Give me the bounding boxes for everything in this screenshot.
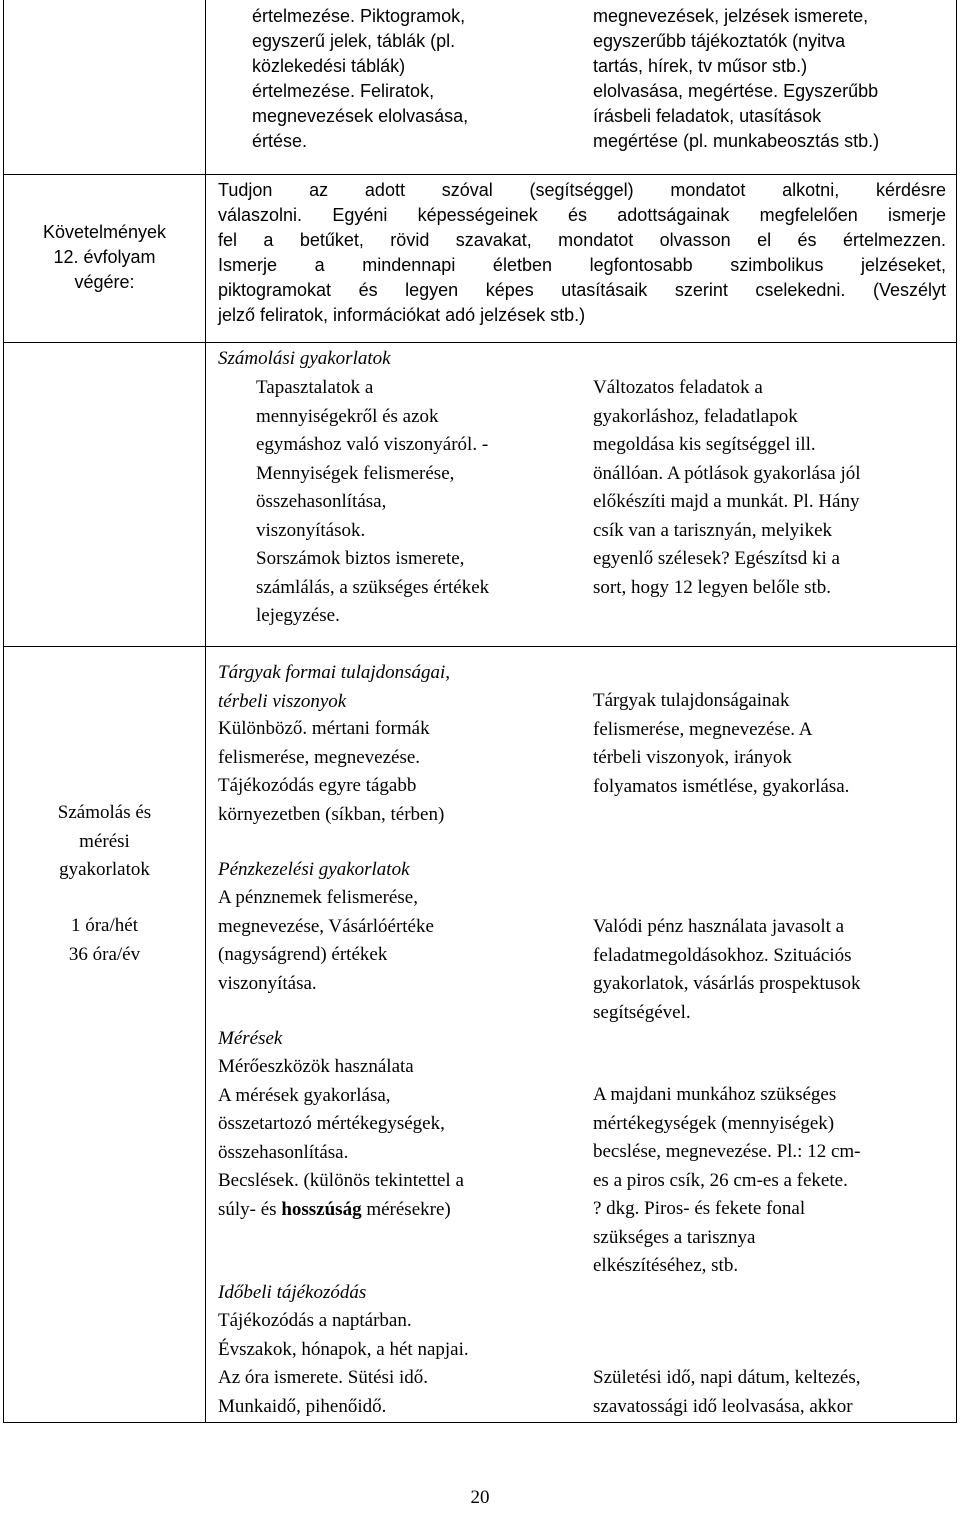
shapes-heading xyxy=(218,659,450,716)
text-line: feladatmegoldásokhoz. Szituációs xyxy=(593,944,852,966)
text-fragment: súly- és xyxy=(218,1198,282,1220)
text-line: válaszolni. Egyéni képességeinek és adottságainak megfelelően ismerje xyxy=(218,205,946,225)
heading-line: térbeli viszonyok xyxy=(218,690,347,712)
text-line: Sorszámok biztos ismerete, xyxy=(256,548,465,569)
text-line: Mennyiségek felismerése, xyxy=(256,462,455,484)
text-line: mennyiségekről és azok xyxy=(256,405,439,427)
text-line: segítségével. xyxy=(593,1001,691,1023)
text-line: viszonyítása. xyxy=(218,972,317,994)
measure-left-text xyxy=(218,1053,464,1224)
table-row-divider-subject xyxy=(3,646,957,647)
text-line: összetartozó mértékegységek, xyxy=(218,1113,445,1134)
text-line: Az óra ismerete. Sütési idő. xyxy=(218,1367,429,1388)
top-left-text xyxy=(252,4,468,154)
time-left-text xyxy=(218,1307,469,1421)
text-line: közlekedési táblák) xyxy=(252,56,406,76)
table-column-divider xyxy=(205,0,206,1423)
text-line: Változatos feladatok a xyxy=(593,377,763,398)
text-line: összehasonlítása. xyxy=(218,1141,349,1163)
text-line: Tárgyak tulajdonságainak xyxy=(593,690,790,711)
label-line: Számolás és xyxy=(57,802,152,823)
subject-label xyxy=(4,799,205,885)
text-line: megnevezések elolvasása, xyxy=(252,106,469,126)
text-line: Ismerje a mindennapi életben legfontosabb szimbolikus jelzéseket, xyxy=(218,255,946,275)
time-heading: Időbeli tájékozódás xyxy=(218,1282,367,1303)
text-line: Évszakok, hónapok, a hét napjai. xyxy=(218,1338,469,1360)
text-line: egyszerű jelek, táblák (pl. xyxy=(252,31,456,51)
text-line: egyszerűbb tájékoztatók (nyitva xyxy=(593,31,846,51)
text-line: es a piros csík, 26 cm-es a fekete. xyxy=(593,1169,848,1191)
text-line: elolvasása, megértése. Egyszerűbb xyxy=(593,81,879,101)
text-line xyxy=(218,1196,464,1225)
text-line: írásbeli feladatok, utasítások xyxy=(593,106,822,126)
label-line: Követelmények xyxy=(42,222,167,242)
text-line: tartás, hírek, tv műsor stb.) xyxy=(593,56,808,76)
time-right-text xyxy=(593,1364,861,1421)
text-line: egyenlő szélesek? Egészítsd ki a xyxy=(593,548,840,569)
text-line: Tájékozódás egyre tágabb xyxy=(218,775,417,796)
money-right-text xyxy=(593,913,861,1027)
text-line: A pénznemek felismerése, xyxy=(218,887,418,908)
shapes-right-text xyxy=(593,687,849,801)
label-line: 12. évfolyam xyxy=(53,247,156,267)
counting-right-text xyxy=(593,374,861,602)
text-line: Különböző. mértani formák xyxy=(218,718,430,739)
label-line: végére: xyxy=(74,272,135,292)
text-line: szükséges a tarisznya xyxy=(593,1226,756,1248)
counting-heading: Számolási gyakorlatok xyxy=(218,348,391,369)
shapes-left-text xyxy=(218,715,444,829)
requirements-text xyxy=(218,178,946,328)
text-line: megnevezések, jelzések ismerete, xyxy=(593,6,869,26)
text-line: gyakorláshoz, feladatlapok xyxy=(593,405,798,427)
text-line: egymáshoz való viszonyáról. - xyxy=(256,434,489,455)
top-right-text xyxy=(593,4,879,154)
text-line: értelmezése. Piktogramok, xyxy=(252,6,466,26)
page-number: 20 xyxy=(470,1487,490,1508)
text-line: önállóan. A pótlások gyakorlása jól xyxy=(593,462,861,484)
text-line: Becslések. (különös tekintettel a xyxy=(218,1170,464,1191)
text-line: A mérések gyakorlása, xyxy=(218,1084,391,1106)
text-line: térbeli viszonyok, irányok xyxy=(593,747,792,768)
text-line: felismerése, megnevezése. xyxy=(218,746,421,768)
measure-right-text xyxy=(593,1081,860,1281)
text-line: piktogramokat és legyen képes utasításaik szerint cselekedni. (Veszélyt xyxy=(218,280,946,300)
text-line: (nagyságrend) értékek xyxy=(218,944,388,965)
text-line: folyamatos ismétlése, gyakorlása. xyxy=(593,775,850,797)
text-line: számlálás, a szükséges értékek xyxy=(256,576,490,598)
text-line: előkészíti majd a munkát. Pl. Hány xyxy=(593,491,860,512)
text-line: Tudjon az adott szóval (segítséggel) mondatot alkotni, kérdésre xyxy=(218,180,946,200)
text-line: értése. xyxy=(252,131,308,151)
text-line: értelmezése. Feliratok, xyxy=(252,81,435,101)
subject-hours xyxy=(4,912,205,969)
requirements-label xyxy=(4,220,205,295)
table-row-divider-top xyxy=(3,174,957,175)
hours-line: 1 óra/hét xyxy=(70,915,138,936)
text-line: felismerése, megnevezése. A xyxy=(593,718,813,740)
table-row-divider-middle xyxy=(3,342,957,343)
text-line: Valódi pénz használata javasolt a xyxy=(593,916,845,937)
bold-term: hosszúság xyxy=(281,1198,362,1220)
text-line: viszonyítások. xyxy=(256,519,366,541)
text-line: mértékegységek (mennyiségek) xyxy=(593,1112,835,1134)
text-line: összehasonlítása, xyxy=(256,491,387,512)
text-line: Mérőeszközök használata xyxy=(218,1056,414,1077)
label-line: gyakorlatok xyxy=(59,859,150,880)
text-fragment: mérésekre) xyxy=(361,1198,451,1220)
text-line: Születési idő, napi dátum, keltezés, xyxy=(593,1367,861,1388)
text-line: lejegyzése. xyxy=(256,605,340,626)
text-line: megoldása kis segítséggel ill. xyxy=(593,434,816,455)
heading-line: Tárgyak formai tulajdonságai, xyxy=(218,662,451,683)
text-line: sort, hogy 12 legyen belőle stb. xyxy=(593,576,831,598)
text-line: jelző feliratok, információkat adó jelzések stb.) xyxy=(218,305,586,325)
table-border-left xyxy=(3,0,4,1423)
table-border-bottom xyxy=(3,1422,957,1423)
text-line: gyakorlatok, vásárlás prospektusok xyxy=(593,973,861,994)
counting-left-text xyxy=(256,374,489,631)
text-line: elkészítéséhez, stb. xyxy=(593,1255,739,1276)
text-line: fel a betűket, rövid szavakat, mondatot olvasson el és értelmezzen. xyxy=(218,230,946,250)
label-line: mérési xyxy=(79,830,130,852)
hours-line: 36 óra/év xyxy=(68,943,141,965)
text-line: becslése, megnevezése. Pl.: 12 cm- xyxy=(593,1141,861,1162)
text-line: ? dkg. Piros- és fekete fonal xyxy=(593,1198,806,1219)
money-heading: Pénzkezelési gyakorlatok xyxy=(218,859,410,880)
text-line: környezetben (síkban, térben) xyxy=(218,803,445,825)
text-line: Munkaidő, pihenőidő. xyxy=(218,1395,387,1417)
measure-heading: Mérések xyxy=(218,1028,283,1049)
money-left-text xyxy=(218,884,434,998)
text-line: megértése (pl. munkabeosztás stb.) xyxy=(593,131,880,151)
text-line: megnevezése, Vásárlóértéke xyxy=(218,915,434,937)
table-border-right xyxy=(956,0,957,1423)
text-line: A majdani munkához szükséges xyxy=(593,1084,837,1105)
text-line: szavatossági idő leolvasása, akkor xyxy=(593,1395,853,1417)
text-line: Tapasztalatok a xyxy=(256,377,374,398)
text-line: csík van a tarisznyán, melyikek xyxy=(593,519,833,541)
text-line: Tájékozódás a naptárban. xyxy=(218,1310,412,1331)
